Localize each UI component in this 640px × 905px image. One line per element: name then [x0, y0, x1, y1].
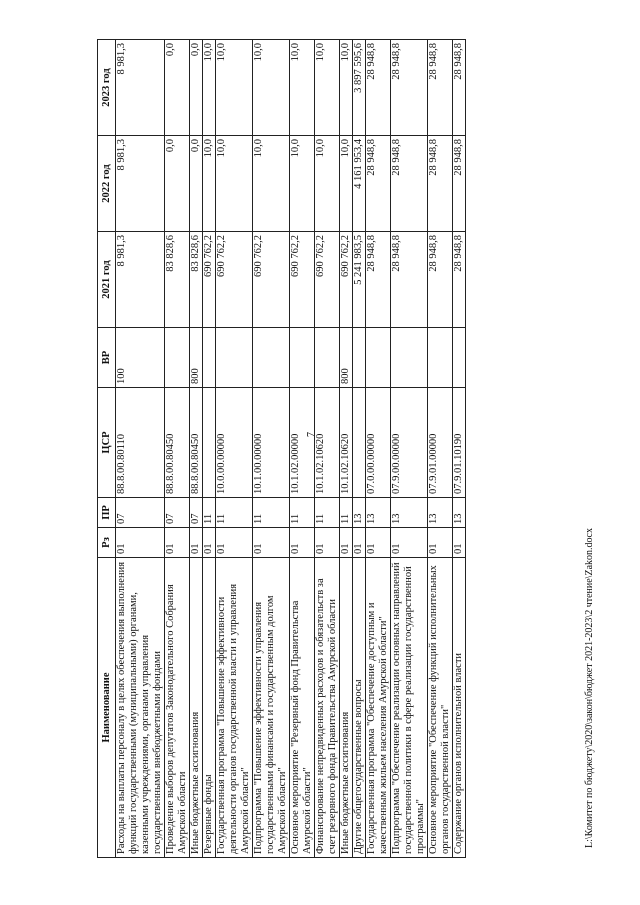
cell-2022: 10,0	[340, 136, 353, 232]
cell-2021: 690 762,2	[315, 232, 340, 328]
cell-vr	[253, 328, 290, 388]
cell-2023: 0,0	[190, 40, 203, 136]
budget-table-container	[97, 40, 557, 858]
cell-2021: 83 828,6	[190, 232, 203, 328]
cell-2023: 28 948,8	[428, 40, 453, 136]
cell-csr: 10.1.02.10620	[315, 388, 340, 498]
cell-2022: 0,0	[165, 136, 190, 232]
cell-rz: 01	[190, 528, 203, 558]
cell-name: Основное мероприятие "Обеспечение функций исполнительных органов государственной власти"	[428, 558, 453, 858]
table-row	[453, 40, 466, 858]
table-row	[366, 40, 391, 858]
table-row	[290, 40, 315, 858]
cell-rz: 01	[216, 528, 253, 558]
table-row	[253, 40, 290, 858]
cell-2021: 690 762,2	[340, 232, 353, 328]
cell-2021: 28 948,8	[453, 232, 466, 328]
cell-2021: 690 762,2	[253, 232, 290, 328]
cell-csr: 10.1.00.00000	[253, 388, 290, 498]
cell-vr: 800	[340, 328, 353, 388]
cell-rz: 01	[290, 528, 315, 558]
cell-2023: 10,0	[315, 40, 340, 136]
table-row	[216, 40, 253, 858]
cell-2023: 0,0	[165, 40, 190, 136]
table-row	[315, 40, 340, 858]
cell-2023: 10,0	[216, 40, 253, 136]
cell-2021: 83 828,6	[165, 232, 190, 328]
cell-rz: 01	[253, 528, 290, 558]
cell-csr	[203, 388, 216, 498]
cell-csr: 10.0.00.00000	[216, 388, 253, 498]
table-row	[190, 40, 203, 858]
cell-2022: 4 161 953,4	[353, 136, 366, 232]
table-body	[116, 40, 466, 858]
cell-vr: 800	[190, 328, 203, 388]
table-row	[165, 40, 190, 858]
cell-2021: 28 948,8	[391, 232, 428, 328]
cell-name: Финансирование непредвиденных расходов и обязательств за счет резервного фонда Правительства Амурской области	[315, 558, 340, 858]
cell-2021: 28 948,8	[428, 232, 453, 328]
cell-csr: 10.1.02.00000	[290, 388, 315, 498]
cell-vr	[290, 328, 315, 388]
cell-rz: 01	[165, 528, 190, 558]
cell-name: Содержание органов исполнительной власти	[453, 558, 466, 858]
cell-csr: 88.8.00.80450	[165, 388, 190, 498]
page-number: 7	[306, 432, 317, 437]
cell-2023: 28 948,8	[453, 40, 466, 136]
header-2023: 2023 год	[98, 40, 116, 136]
cell-2023: 8 981,3	[116, 40, 165, 136]
cell-name: Основное мероприятие "Резервный фонд Правительства Амурской области"	[290, 558, 315, 858]
cell-pr: 11	[340, 498, 353, 528]
cell-2023: 10,0	[290, 40, 315, 136]
cell-rz: 01	[366, 528, 391, 558]
cell-vr	[453, 328, 466, 388]
cell-csr: 07.0.00.00000	[366, 388, 391, 498]
cell-2021: 8 981,3	[116, 232, 165, 328]
cell-rz: 01	[315, 528, 340, 558]
cell-2022: 8 981,3	[116, 136, 165, 232]
cell-2022: 10,0	[253, 136, 290, 232]
cell-vr	[216, 328, 253, 388]
cell-pr: 13	[391, 498, 428, 528]
cell-2022: 28 948,8	[453, 136, 466, 232]
footer-file-path: L:\Комитет по бюджету\2020\закон\бюджет 2021-2023\2 чтение\Zakon.docx	[584, 528, 595, 848]
cell-pr: 11	[216, 498, 253, 528]
cell-csr: 88.8.00.80450	[190, 388, 203, 498]
table-header-row	[98, 40, 116, 858]
header-2021: 2021 год	[98, 232, 116, 328]
cell-pr: 13	[428, 498, 453, 528]
cell-2022: 10,0	[290, 136, 315, 232]
cell-vr	[203, 328, 216, 388]
cell-name: Государственная программа "Повышение эффективности деятельности органов государственной власти и управления Амурской области"	[216, 558, 253, 858]
cell-rz: 01	[340, 528, 353, 558]
cell-vr	[366, 328, 391, 388]
header-2022: 2022 год	[98, 136, 116, 232]
cell-2021: 5 241 983,5	[353, 232, 366, 328]
cell-pr: 13	[453, 498, 466, 528]
cell-csr: 07.9.00.00000	[391, 388, 428, 498]
table-row	[391, 40, 428, 858]
cell-2021: 690 762,2	[290, 232, 315, 328]
cell-vr: 100	[116, 328, 165, 388]
cell-2021: 690 762,2	[216, 232, 253, 328]
cell-pr: 13	[366, 498, 391, 528]
cell-2022: 10,0	[216, 136, 253, 232]
cell-2023: 10,0	[340, 40, 353, 136]
cell-pr: 07	[116, 498, 165, 528]
cell-pr: 13	[353, 498, 366, 528]
cell-csr: 07.9.01.00000	[428, 388, 453, 498]
cell-vr	[428, 328, 453, 388]
cell-rz: 01	[453, 528, 466, 558]
cell-name: Иные бюджетные ассигнования	[190, 558, 203, 858]
table-row	[116, 40, 165, 858]
cell-name: Подпрограмма "Обеспечение реализации основных направлений государственной политики в сфере реализации государственной программы"	[391, 558, 428, 858]
cell-2022: 28 948,8	[428, 136, 453, 232]
cell-2023: 28 948,8	[366, 40, 391, 136]
cell-rz: 01	[203, 528, 216, 558]
cell-csr: 88.8.00.80110	[116, 388, 165, 498]
cell-rz: 01	[116, 528, 165, 558]
cell-name: Подпрограмма "Повышение эффективности управления государственными финансами и государственным долгом Амурской области"	[253, 558, 290, 858]
cell-2022: 28 948,8	[391, 136, 428, 232]
cell-name: Резервные фонды	[203, 558, 216, 858]
header-rz: Рз	[98, 528, 116, 558]
cell-pr: 11	[253, 498, 290, 528]
cell-rz: 01	[353, 528, 366, 558]
header-name: Наименование	[98, 558, 116, 858]
table-row	[428, 40, 453, 858]
cell-pr: 07	[190, 498, 203, 528]
header-vr: ВР	[98, 328, 116, 388]
cell-2023: 10,0	[203, 40, 216, 136]
cell-pr: 07	[165, 498, 190, 528]
cell-rz: 01	[391, 528, 428, 558]
cell-name: Государственная программа "Обеспечение доступным и качественным жильем населения Амурской области"	[366, 558, 391, 858]
header-csr: ЦСР	[98, 388, 116, 498]
cell-vr	[315, 328, 340, 388]
budget-table	[97, 39, 466, 858]
cell-pr: 11	[315, 498, 340, 528]
cell-pr: 11	[290, 498, 315, 528]
cell-2023: 10,0	[253, 40, 290, 136]
cell-rz: 01	[428, 528, 453, 558]
cell-name: Иные бюджетные ассигнования	[340, 558, 353, 858]
cell-2022: 10,0	[203, 136, 216, 232]
cell-csr: 10.1.02.10620	[340, 388, 353, 498]
cell-vr	[353, 328, 366, 388]
cell-pr: 11	[203, 498, 216, 528]
cell-name: Другие общегосударственные вопросы	[353, 558, 366, 858]
cell-2021: 28 948,8	[366, 232, 391, 328]
cell-2022: 0,0	[190, 136, 203, 232]
table-row	[353, 40, 366, 858]
table-row	[340, 40, 353, 858]
table-row	[203, 40, 216, 858]
cell-name: Расходы на выплаты персоналу в целях обеспечения выполнения функций государственными (муниципальными) органами, казенными учреждениями, органами управления государственными внебюджетными фондами	[116, 558, 165, 858]
cell-csr	[353, 388, 366, 498]
cell-vr	[165, 328, 190, 388]
cell-csr: 07.9.01.10190	[453, 388, 466, 498]
cell-vr	[391, 328, 428, 388]
cell-2022: 10,0	[315, 136, 340, 232]
cell-name: Проведение выборов депутатов Законодательного Собрания Амурской области	[165, 558, 190, 858]
cell-2022: 28 948,8	[366, 136, 391, 232]
cell-2023: 28 948,8	[391, 40, 428, 136]
cell-2021: 690 762,2	[203, 232, 216, 328]
header-pr: ПР	[98, 498, 116, 528]
cell-2023: 3 897 595,6	[353, 40, 366, 136]
